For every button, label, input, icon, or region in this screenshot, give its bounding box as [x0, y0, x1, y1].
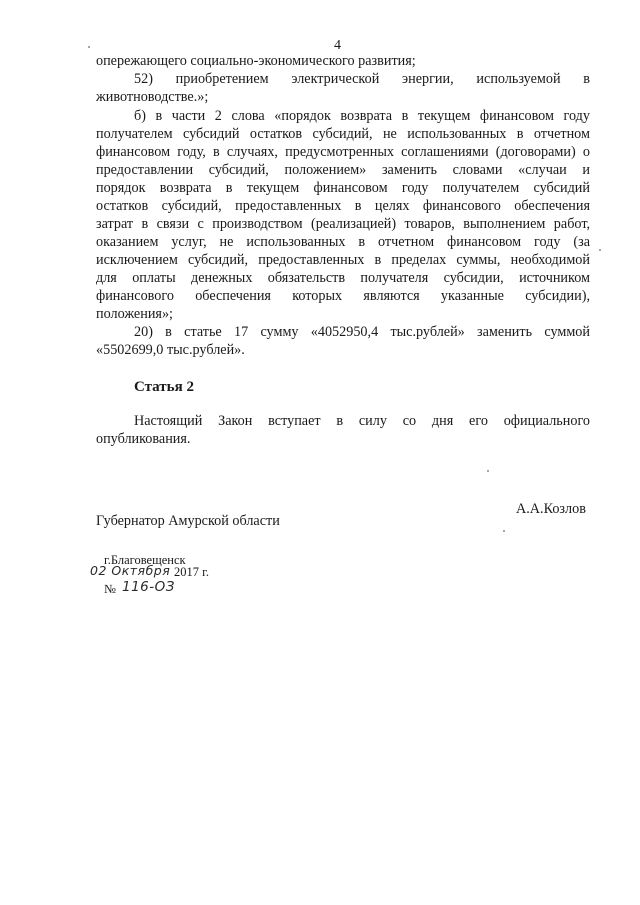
scan-speck — [599, 249, 601, 251]
scan-speck — [503, 530, 505, 532]
body-line-8: порядок возврата в текущем финансовом году получателем субсидий — [96, 180, 590, 196]
signatory-position: Губернатор Амурской области — [96, 513, 280, 529]
body-line-15: положения»; — [96, 306, 173, 322]
article-line-1: Настоящий Закон вступает в силу со дня его официального — [134, 413, 590, 429]
body-line-4: б) в части 2 слова «порядок возврата в текущем финансовом году — [134, 108, 590, 124]
scan-speck — [88, 46, 90, 48]
body-line-5: получателем субсидий остатков субсидий, не использованных в отчетном — [96, 126, 590, 142]
page-number: 4 — [334, 38, 341, 53]
article-line-2: опубликования. — [96, 431, 191, 447]
printed-year: 2017 г. — [174, 565, 209, 579]
handwritten-number: 116-ОЗ — [122, 579, 175, 595]
signatory-name: А.А.Козлов — [516, 501, 586, 517]
article-heading: Статья 2 — [134, 379, 194, 395]
body-line-6: финансовом году, в случаях, предусмотренных соглашениями (договорами) о — [96, 144, 590, 160]
scan-speck — [487, 470, 489, 472]
body-line-1: опережающего социально-экономического развития; — [96, 53, 416, 69]
body-line-12: исключением субсидий, предоставленных в пределах суммы, необходимой — [96, 252, 590, 268]
body-line-10: затрат в связи с производством (реализацией) товаров, выполнением работ, — [96, 216, 590, 232]
body-line-14: финансового обеспечения которых являются указанные субсидии), — [96, 288, 590, 304]
body-line-2: 52) приобретением электрической энергии, используемой в — [134, 71, 590, 87]
body-line-17: «5502699,0 тыс.рублей». — [96, 342, 245, 358]
body-line-3: животноводстве.»; — [96, 89, 209, 105]
body-line-16: 20) в статье 17 сумму «4052950,4 тыс.рублей» заменить суммой — [134, 324, 590, 340]
handwritten-date: 02 Октября — [90, 563, 171, 578]
body-line-11: оказанием услуг, не использованных в отчетном финансовом году (за — [96, 234, 590, 250]
number-prefix: № — [104, 582, 116, 596]
body-line-7: предоставлении субсидий, положением» заменить словами «случаи и — [96, 162, 590, 178]
body-line-13: для оплаты денежных обязательств получателя субсидии, источником — [96, 270, 590, 286]
city-label: г.Благовещенск — [104, 553, 186, 567]
body-line-9: остатков субсидий, предоставленных в целях финансового обеспечения — [96, 198, 590, 214]
